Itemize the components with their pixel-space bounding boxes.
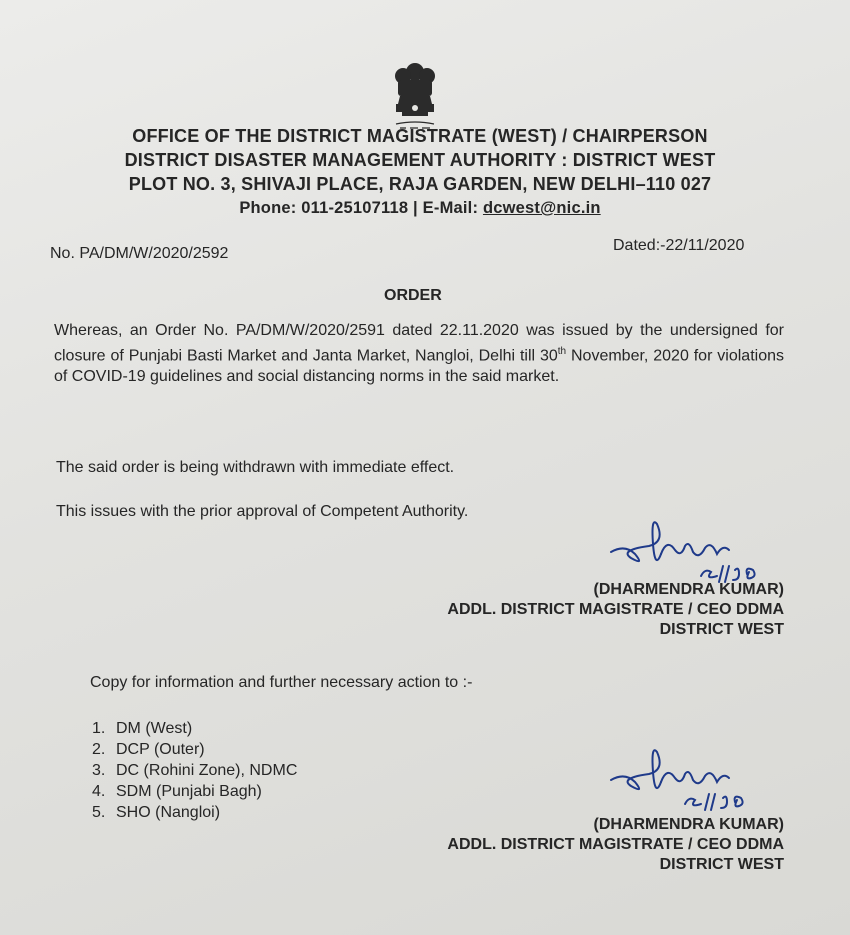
list-item-text: DC (Rohini Zone), NDMC — [116, 762, 298, 779]
list-item — [92, 760, 297, 781]
list-item — [92, 739, 297, 760]
copy-to-list — [92, 718, 297, 823]
phone-number: 011-25107118 — [301, 199, 409, 217]
contact-separator: | — [413, 199, 418, 217]
handwritten-signature-2 — [605, 742, 785, 814]
order-paragraph — [54, 320, 784, 387]
signature-block-1 — [447, 580, 784, 640]
email-label: E-Mail: — [422, 199, 479, 217]
list-item-number: 5. — [92, 804, 106, 821]
header-contact-line — [60, 199, 780, 218]
approval-line: This issues with the prior approval of Competent Authority. — [56, 503, 469, 520]
list-item-number: 3. — [92, 762, 106, 779]
list-item-number: 4. — [92, 783, 106, 800]
order-paragraph-part1: Whereas, an Order No. PA/DM/W/2020/2591 dated 22.11.2020 was issued by the undersigned for closure of Punjabi Basti Market and Janta Market, Nangloi, Delhi till 30 — [54, 322, 784, 365]
header-office-line: OFFICE OF THE DISTRICT MAGISTRATE (WEST) / CHAIRPERSON — [132, 126, 708, 146]
list-item — [92, 718, 297, 739]
signatory-designation: ADDL. DISTRICT MAGISTRATE / CEO DDMA — [447, 836, 784, 853]
handwritten-signature-1 — [605, 514, 785, 586]
list-item — [92, 781, 297, 802]
list-item-text: DM (West) — [116, 720, 193, 737]
header-authority-line: DISTRICT DISASTER MANAGEMENT AUTHORITY : DISTRICT WEST — [124, 150, 716, 170]
list-item-text: SHO (Nangloi) — [116, 804, 221, 821]
signatory-district: DISTRICT WEST — [659, 856, 784, 873]
order-title: ORDER — [384, 287, 442, 304]
withdrawal-line: The said order is being withdrawn with immediate effect. — [56, 459, 455, 476]
signatory-name: (DHARMENDRA KUMAR) — [593, 581, 784, 598]
list-item — [92, 802, 297, 823]
ordinal-suffix: th — [557, 346, 567, 357]
list-item-number: 2. — [92, 741, 106, 758]
list-item-text: DCP (Outer) — [116, 741, 205, 758]
signatory-district: DISTRICT WEST — [659, 621, 784, 638]
signatory-name: (DHARMENDRA KUMAR) — [593, 816, 784, 833]
order-date: Dated:-22/11/2020 — [613, 237, 745, 254]
header-address-line: PLOT NO. 3, SHIVAJI PLACE, RAJA GARDEN, NEW DELHI–110 027 — [128, 174, 712, 194]
signatory-designation: ADDL. DISTRICT MAGISTRATE / CEO DDMA — [447, 601, 784, 618]
reference-number: No. PA/DM/W/2020/2592 — [50, 245, 229, 262]
list-item-number: 1. — [92, 720, 106, 737]
list-item-text: SDM (Punjabi Bagh) — [116, 783, 262, 800]
order-paragraph-part2: November, 2020 for violations of COVID-19 guidelines and social distancing norms in the said market. — [54, 347, 784, 386]
signature-block-2 — [447, 815, 784, 875]
phone-label: Phone: — [239, 199, 297, 217]
email-link[interactable]: dcwest@nic.in — [482, 199, 601, 217]
copy-to-intro: Copy for information and further necessary action to :- — [90, 674, 473, 691]
